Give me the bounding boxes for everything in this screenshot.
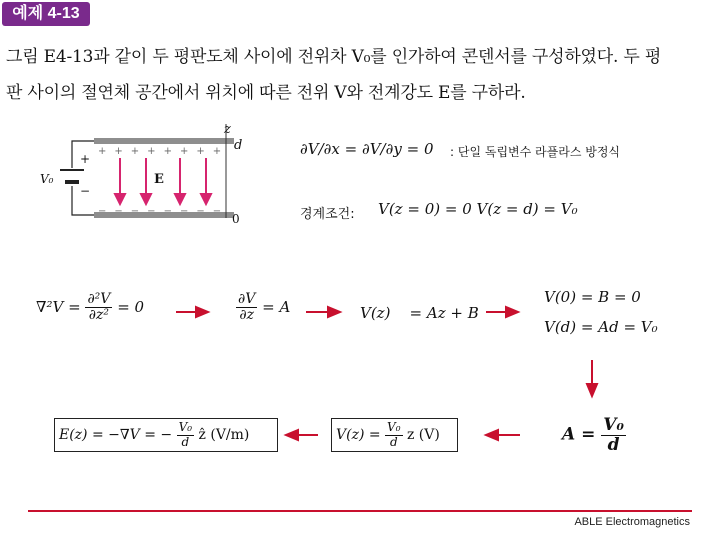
- step4-line-1: V(0) = B = 0: [544, 288, 641, 306]
- footer-text: ABLE Electromagnetics: [574, 516, 690, 528]
- boundary-equation: V(z = 0) = 0 V(z = d) = V₀: [378, 200, 578, 218]
- bottom-charges: −−−−−−−−: [98, 206, 230, 217]
- top-charges: ++++++++: [98, 146, 230, 157]
- problem-line-2: 판 사이의 절연체 공간에서 위치에 따른 전위 V와 전계강도 E를 구하라.: [6, 83, 526, 103]
- step6-box: V(z) = $\frac{\text{V₀}}{d}$ z (V): [331, 418, 458, 452]
- source-minus: −: [80, 184, 91, 198]
- step5-equation: A = $\frac{\text{V₀}}{d}$: [562, 415, 624, 455]
- step4-line-2: V(d) = Ad = V₀: [544, 318, 658, 336]
- footer-divider: [28, 510, 692, 512]
- laplace-equation: ∂V/∂x = ∂V/∂y = 0: [300, 140, 434, 158]
- laplace-note: : 단일 독립변수 라플라스 방정식: [450, 145, 620, 159]
- z-axis-label: z: [224, 122, 231, 137]
- step1-equation: ∇²V = $\frac{\text{∂²V}}{\text{∂z²}}$ = 0: [36, 291, 145, 324]
- step2-equation: $\frac{\partial V}{\partial z}$ = A: [238, 291, 291, 324]
- field-label: E: [154, 172, 164, 187]
- zero-label: 0: [232, 212, 240, 226]
- source-label: V₀: [40, 172, 54, 186]
- example-badge: 예제 4-13: [2, 2, 90, 26]
- step7-box: E(z) = −∇V = − $\frac{\text{V₀}}{d}$ ẑ (V/m): [54, 418, 278, 452]
- source-plus: +: [80, 152, 91, 166]
- step3-equation: V(z) = Az + B: [360, 304, 479, 322]
- boundary-label: 경계조건:: [300, 207, 355, 222]
- d-label: d: [234, 138, 243, 153]
- problem-line-1: 그림 E4-13과 같이 두 평판도체 사이에 전위차 V₀를 인가하여 콘덴서를 구성하였다. 두 평: [6, 47, 662, 67]
